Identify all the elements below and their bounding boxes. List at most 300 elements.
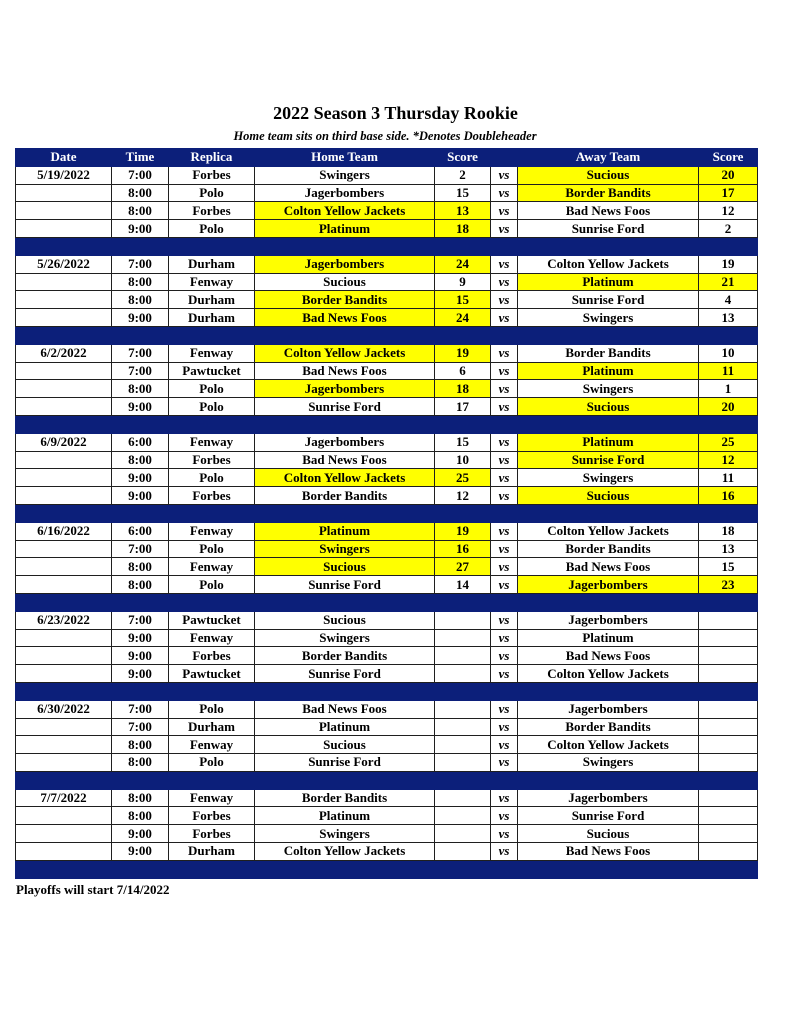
home-score bbox=[435, 825, 491, 843]
away-score: 19 bbox=[699, 255, 758, 273]
vs-label: vs bbox=[491, 451, 518, 469]
vs-label: vs bbox=[491, 700, 518, 718]
game-time: 9:00 bbox=[112, 665, 169, 683]
game-time: 7:00 bbox=[112, 718, 169, 736]
away-score: 20 bbox=[699, 166, 758, 184]
game-row bbox=[16, 220, 758, 238]
away-score bbox=[699, 629, 758, 647]
vs-label: vs bbox=[491, 576, 518, 594]
away-team: Jagerbombers bbox=[518, 700, 699, 718]
home-team: Colton Yellow Jackets bbox=[255, 843, 435, 861]
home-score: 14 bbox=[435, 576, 491, 594]
game-field: Durham bbox=[169, 309, 255, 327]
separator-cell bbox=[518, 593, 699, 611]
vs-label: vs bbox=[491, 825, 518, 843]
home-team: Bad News Foos bbox=[255, 362, 435, 380]
game-time: 9:00 bbox=[112, 469, 169, 487]
game-field: Forbes bbox=[169, 825, 255, 843]
game-date bbox=[16, 398, 112, 416]
home-score bbox=[435, 736, 491, 754]
separator-cell bbox=[435, 682, 491, 700]
separator-cell bbox=[699, 415, 758, 433]
game-row bbox=[16, 736, 758, 754]
game-row bbox=[16, 255, 758, 273]
vs-label: vs bbox=[491, 629, 518, 647]
game-row bbox=[16, 540, 758, 558]
home-team: Sucious bbox=[255, 611, 435, 629]
home-team: Platinum bbox=[255, 522, 435, 540]
separator-cell bbox=[16, 682, 112, 700]
week-separator bbox=[16, 593, 758, 611]
away-team: Jagerbombers bbox=[518, 789, 699, 807]
separator-cell bbox=[518, 771, 699, 789]
game-date bbox=[16, 184, 112, 202]
separator-cell bbox=[16, 593, 112, 611]
home-team: Colton Yellow Jackets bbox=[255, 344, 435, 362]
separator-cell bbox=[699, 682, 758, 700]
home-team: Border Bandits bbox=[255, 789, 435, 807]
header-home-team: Home Team bbox=[255, 149, 435, 167]
home-score bbox=[435, 647, 491, 665]
separator-cell bbox=[169, 326, 255, 344]
vs-label: vs bbox=[491, 362, 518, 380]
away-team: Sunrise Ford bbox=[518, 291, 699, 309]
separator-cell bbox=[699, 593, 758, 611]
game-date bbox=[16, 220, 112, 238]
away-team: Border Bandits bbox=[518, 344, 699, 362]
home-score: 17 bbox=[435, 398, 491, 416]
game-row bbox=[16, 611, 758, 629]
separator-cell bbox=[491, 593, 518, 611]
game-field: Fenway bbox=[169, 789, 255, 807]
game-row bbox=[16, 184, 758, 202]
home-score bbox=[435, 807, 491, 825]
separator-cell bbox=[435, 504, 491, 522]
header-away-score: Score bbox=[699, 149, 758, 167]
separator-cell bbox=[255, 326, 435, 344]
separator-cell bbox=[518, 326, 699, 344]
game-date bbox=[16, 558, 112, 576]
game-row bbox=[16, 291, 758, 309]
home-score bbox=[435, 700, 491, 718]
game-date: 6/2/2022 bbox=[16, 344, 112, 362]
away-team: Platinum bbox=[518, 273, 699, 291]
game-date bbox=[16, 736, 112, 754]
game-time: 7:00 bbox=[112, 166, 169, 184]
away-score: 20 bbox=[699, 398, 758, 416]
home-score: 9 bbox=[435, 273, 491, 291]
away-team: Sunrise Ford bbox=[518, 451, 699, 469]
game-field: Fenway bbox=[169, 558, 255, 576]
separator-cell bbox=[255, 415, 435, 433]
separator-cell bbox=[518, 415, 699, 433]
home-team: Border Bandits bbox=[255, 291, 435, 309]
home-team: Platinum bbox=[255, 220, 435, 238]
game-row bbox=[16, 202, 758, 220]
vs-label: vs bbox=[491, 255, 518, 273]
home-team: Bad News Foos bbox=[255, 309, 435, 327]
home-score: 10 bbox=[435, 451, 491, 469]
away-score: 17 bbox=[699, 184, 758, 202]
separator-cell bbox=[169, 771, 255, 789]
away-score bbox=[699, 736, 758, 754]
away-team: Sucious bbox=[518, 166, 699, 184]
game-row bbox=[16, 487, 758, 505]
away-team: Border Bandits bbox=[518, 540, 699, 558]
away-team: Jagerbombers bbox=[518, 576, 699, 594]
game-time: 9:00 bbox=[112, 309, 169, 327]
home-score: 19 bbox=[435, 522, 491, 540]
game-date bbox=[16, 362, 112, 380]
schedule-body bbox=[16, 166, 758, 878]
vs-label: vs bbox=[491, 611, 518, 629]
week-separator bbox=[16, 771, 758, 789]
game-field: Durham bbox=[169, 291, 255, 309]
away-score bbox=[699, 825, 758, 843]
away-score bbox=[699, 647, 758, 665]
home-score: 15 bbox=[435, 433, 491, 451]
home-team: Sunrise Ford bbox=[255, 754, 435, 772]
home-score: 19 bbox=[435, 344, 491, 362]
away-team: Colton Yellow Jackets bbox=[518, 665, 699, 683]
separator-cell bbox=[518, 682, 699, 700]
week-separator bbox=[16, 682, 758, 700]
separator-cell bbox=[435, 593, 491, 611]
header-away-team: Away Team bbox=[518, 149, 699, 167]
separator-cell bbox=[16, 415, 112, 433]
game-field: Polo bbox=[169, 184, 255, 202]
separator-cell bbox=[435, 860, 491, 878]
game-date bbox=[16, 487, 112, 505]
separator-cell bbox=[112, 682, 169, 700]
vs-label: vs bbox=[491, 344, 518, 362]
away-score: 25 bbox=[699, 433, 758, 451]
separator-cell bbox=[255, 771, 435, 789]
playoffs-note: Playoffs will start 7/14/2022 bbox=[16, 882, 170, 897]
away-score: 16 bbox=[699, 487, 758, 505]
game-field: Polo bbox=[169, 700, 255, 718]
game-time: 7:00 bbox=[112, 344, 169, 362]
away-score bbox=[699, 843, 758, 861]
home-score bbox=[435, 629, 491, 647]
away-team: Swingers bbox=[518, 469, 699, 487]
away-team: Border Bandits bbox=[518, 184, 699, 202]
game-field: Fenway bbox=[169, 522, 255, 540]
game-time: 9:00 bbox=[112, 629, 169, 647]
game-date: 6/16/2022 bbox=[16, 522, 112, 540]
game-field: Polo bbox=[169, 540, 255, 558]
game-field: Polo bbox=[169, 398, 255, 416]
vs-label: vs bbox=[491, 309, 518, 327]
game-row bbox=[16, 273, 758, 291]
separator-cell bbox=[112, 504, 169, 522]
game-row bbox=[16, 700, 758, 718]
vs-label: vs bbox=[491, 647, 518, 665]
game-field: Fenway bbox=[169, 344, 255, 362]
game-time: 9:00 bbox=[112, 487, 169, 505]
separator-cell bbox=[112, 326, 169, 344]
home-team: Sucious bbox=[255, 273, 435, 291]
away-score bbox=[699, 807, 758, 825]
away-score: 11 bbox=[699, 362, 758, 380]
game-time: 8:00 bbox=[112, 789, 169, 807]
home-team: Jagerbombers bbox=[255, 184, 435, 202]
home-team: Sucious bbox=[255, 736, 435, 754]
away-score: 23 bbox=[699, 576, 758, 594]
game-time: 7:00 bbox=[112, 362, 169, 380]
game-row bbox=[16, 398, 758, 416]
game-date bbox=[16, 576, 112, 594]
vs-label: vs bbox=[491, 220, 518, 238]
game-date bbox=[16, 843, 112, 861]
home-team: Swingers bbox=[255, 629, 435, 647]
separator-cell bbox=[112, 593, 169, 611]
separator-cell bbox=[491, 504, 518, 522]
home-score: 15 bbox=[435, 291, 491, 309]
game-time: 6:00 bbox=[112, 522, 169, 540]
away-score: 10 bbox=[699, 344, 758, 362]
game-field: Forbes bbox=[169, 487, 255, 505]
vs-label: vs bbox=[491, 273, 518, 291]
away-score: 12 bbox=[699, 202, 758, 220]
vs-label: vs bbox=[491, 433, 518, 451]
vs-label: vs bbox=[491, 291, 518, 309]
vs-label: vs bbox=[491, 754, 518, 772]
game-field: Fenway bbox=[169, 736, 255, 754]
home-score: 6 bbox=[435, 362, 491, 380]
away-team: Bad News Foos bbox=[518, 843, 699, 861]
separator-cell bbox=[112, 237, 169, 255]
game-field: Forbes bbox=[169, 807, 255, 825]
game-date bbox=[16, 647, 112, 665]
game-field: Polo bbox=[169, 754, 255, 772]
away-team: Sunrise Ford bbox=[518, 220, 699, 238]
game-time: 8:00 bbox=[112, 273, 169, 291]
game-date bbox=[16, 629, 112, 647]
week-separator bbox=[16, 860, 758, 878]
vs-label: vs bbox=[491, 166, 518, 184]
separator-cell bbox=[491, 860, 518, 878]
game-row bbox=[16, 576, 758, 594]
away-score bbox=[699, 789, 758, 807]
game-time: 8:00 bbox=[112, 807, 169, 825]
vs-label: vs bbox=[491, 380, 518, 398]
separator-cell bbox=[518, 504, 699, 522]
separator-cell bbox=[169, 237, 255, 255]
game-field: Durham bbox=[169, 843, 255, 861]
separator-cell bbox=[491, 326, 518, 344]
separator-cell bbox=[169, 593, 255, 611]
home-team: Bad News Foos bbox=[255, 451, 435, 469]
home-score bbox=[435, 843, 491, 861]
game-row bbox=[16, 754, 758, 772]
game-time: 9:00 bbox=[112, 843, 169, 861]
home-team: Colton Yellow Jackets bbox=[255, 469, 435, 487]
game-row bbox=[16, 647, 758, 665]
separator-cell bbox=[435, 326, 491, 344]
away-score bbox=[699, 611, 758, 629]
separator-cell bbox=[255, 504, 435, 522]
home-team: Sunrise Ford bbox=[255, 398, 435, 416]
header-vs bbox=[491, 149, 518, 167]
game-row bbox=[16, 522, 758, 540]
vs-label: vs bbox=[491, 184, 518, 202]
game-time: 7:00 bbox=[112, 255, 169, 273]
away-team: Colton Yellow Jackets bbox=[518, 736, 699, 754]
away-team: Platinum bbox=[518, 362, 699, 380]
page-title: 2022 Season 3 Thursday Rookie bbox=[273, 103, 518, 123]
game-date bbox=[16, 825, 112, 843]
game-time: 8:00 bbox=[112, 576, 169, 594]
game-field: Forbes bbox=[169, 451, 255, 469]
game-time: 8:00 bbox=[112, 558, 169, 576]
home-score: 24 bbox=[435, 309, 491, 327]
away-team: Border Bandits bbox=[518, 718, 699, 736]
away-score: 18 bbox=[699, 522, 758, 540]
game-field: Fenway bbox=[169, 433, 255, 451]
vs-label: vs bbox=[491, 398, 518, 416]
game-field: Polo bbox=[169, 380, 255, 398]
game-time: 7:00 bbox=[112, 540, 169, 558]
game-field: Pawtucket bbox=[169, 665, 255, 683]
game-date bbox=[16, 807, 112, 825]
separator-cell bbox=[491, 415, 518, 433]
home-score: 13 bbox=[435, 202, 491, 220]
home-score: 16 bbox=[435, 540, 491, 558]
away-team: Sucious bbox=[518, 398, 699, 416]
game-date bbox=[16, 469, 112, 487]
separator-cell bbox=[255, 237, 435, 255]
away-team: Platinum bbox=[518, 629, 699, 647]
away-score: 15 bbox=[699, 558, 758, 576]
home-score: 12 bbox=[435, 487, 491, 505]
game-row bbox=[16, 789, 758, 807]
week-separator bbox=[16, 504, 758, 522]
home-score bbox=[435, 718, 491, 736]
game-date bbox=[16, 718, 112, 736]
separator-cell bbox=[255, 593, 435, 611]
separator-cell bbox=[16, 504, 112, 522]
home-team: Border Bandits bbox=[255, 487, 435, 505]
game-row bbox=[16, 807, 758, 825]
home-team: Jagerbombers bbox=[255, 433, 435, 451]
game-field: Forbes bbox=[169, 166, 255, 184]
away-score bbox=[699, 665, 758, 683]
away-score: 2 bbox=[699, 220, 758, 238]
header-date: Date bbox=[16, 149, 112, 167]
home-score bbox=[435, 665, 491, 683]
game-date bbox=[16, 540, 112, 558]
game-field: Fenway bbox=[169, 273, 255, 291]
game-date bbox=[16, 273, 112, 291]
game-time: 8:00 bbox=[112, 451, 169, 469]
game-time: 9:00 bbox=[112, 398, 169, 416]
week-separator bbox=[16, 415, 758, 433]
away-score bbox=[699, 754, 758, 772]
game-date: 6/30/2022 bbox=[16, 700, 112, 718]
away-score: 12 bbox=[699, 451, 758, 469]
game-row bbox=[16, 362, 758, 380]
game-row bbox=[16, 433, 758, 451]
away-score: 13 bbox=[699, 540, 758, 558]
separator-cell bbox=[112, 415, 169, 433]
separator-cell bbox=[435, 415, 491, 433]
game-time: 8:00 bbox=[112, 736, 169, 754]
separator-cell bbox=[169, 860, 255, 878]
separator-cell bbox=[255, 682, 435, 700]
game-date: 6/9/2022 bbox=[16, 433, 112, 451]
game-time: 9:00 bbox=[112, 220, 169, 238]
game-row bbox=[16, 451, 758, 469]
away-team: Jagerbombers bbox=[518, 611, 699, 629]
home-team: Platinum bbox=[255, 718, 435, 736]
week-separator bbox=[16, 237, 758, 255]
game-date: 7/7/2022 bbox=[16, 789, 112, 807]
home-team: Platinum bbox=[255, 807, 435, 825]
vs-label: vs bbox=[491, 736, 518, 754]
header-home-score: Score bbox=[435, 149, 491, 167]
game-time: 7:00 bbox=[112, 611, 169, 629]
game-time: 8:00 bbox=[112, 202, 169, 220]
vs-label: vs bbox=[491, 469, 518, 487]
game-date: 5/19/2022 bbox=[16, 166, 112, 184]
home-team: Swingers bbox=[255, 540, 435, 558]
vs-label: vs bbox=[491, 522, 518, 540]
game-row bbox=[16, 629, 758, 647]
game-row bbox=[16, 166, 758, 184]
game-row bbox=[16, 558, 758, 576]
away-team: Bad News Foos bbox=[518, 558, 699, 576]
separator-cell bbox=[16, 237, 112, 255]
game-time: 6:00 bbox=[112, 433, 169, 451]
away-team: Platinum bbox=[518, 433, 699, 451]
separator-cell bbox=[699, 504, 758, 522]
game-date: 5/26/2022 bbox=[16, 255, 112, 273]
away-score bbox=[699, 718, 758, 736]
game-row bbox=[16, 469, 758, 487]
game-date: 6/23/2022 bbox=[16, 611, 112, 629]
vs-label: vs bbox=[491, 665, 518, 683]
separator-cell bbox=[16, 771, 112, 789]
away-team: Colton Yellow Jackets bbox=[518, 255, 699, 273]
game-field: Forbes bbox=[169, 647, 255, 665]
home-score: 18 bbox=[435, 380, 491, 398]
home-team: Sunrise Ford bbox=[255, 576, 435, 594]
game-date bbox=[16, 451, 112, 469]
separator-cell bbox=[699, 237, 758, 255]
away-score: 13 bbox=[699, 309, 758, 327]
header-row bbox=[16, 149, 758, 167]
separator-cell bbox=[112, 860, 169, 878]
away-score: 21 bbox=[699, 273, 758, 291]
game-date bbox=[16, 202, 112, 220]
game-time: 8:00 bbox=[112, 184, 169, 202]
home-score: 25 bbox=[435, 469, 491, 487]
game-time: 8:00 bbox=[112, 380, 169, 398]
game-row bbox=[16, 344, 758, 362]
separator-cell bbox=[435, 237, 491, 255]
page-subtitle: Home team sits on third base side. *Denotes Doubleheader bbox=[233, 129, 537, 143]
vs-label: vs bbox=[491, 540, 518, 558]
game-row bbox=[16, 718, 758, 736]
vs-label: vs bbox=[491, 807, 518, 825]
vs-label: vs bbox=[491, 202, 518, 220]
away-team: Sucious bbox=[518, 487, 699, 505]
vs-label: vs bbox=[491, 843, 518, 861]
separator-cell bbox=[491, 682, 518, 700]
home-score: 27 bbox=[435, 558, 491, 576]
game-time: 9:00 bbox=[112, 647, 169, 665]
